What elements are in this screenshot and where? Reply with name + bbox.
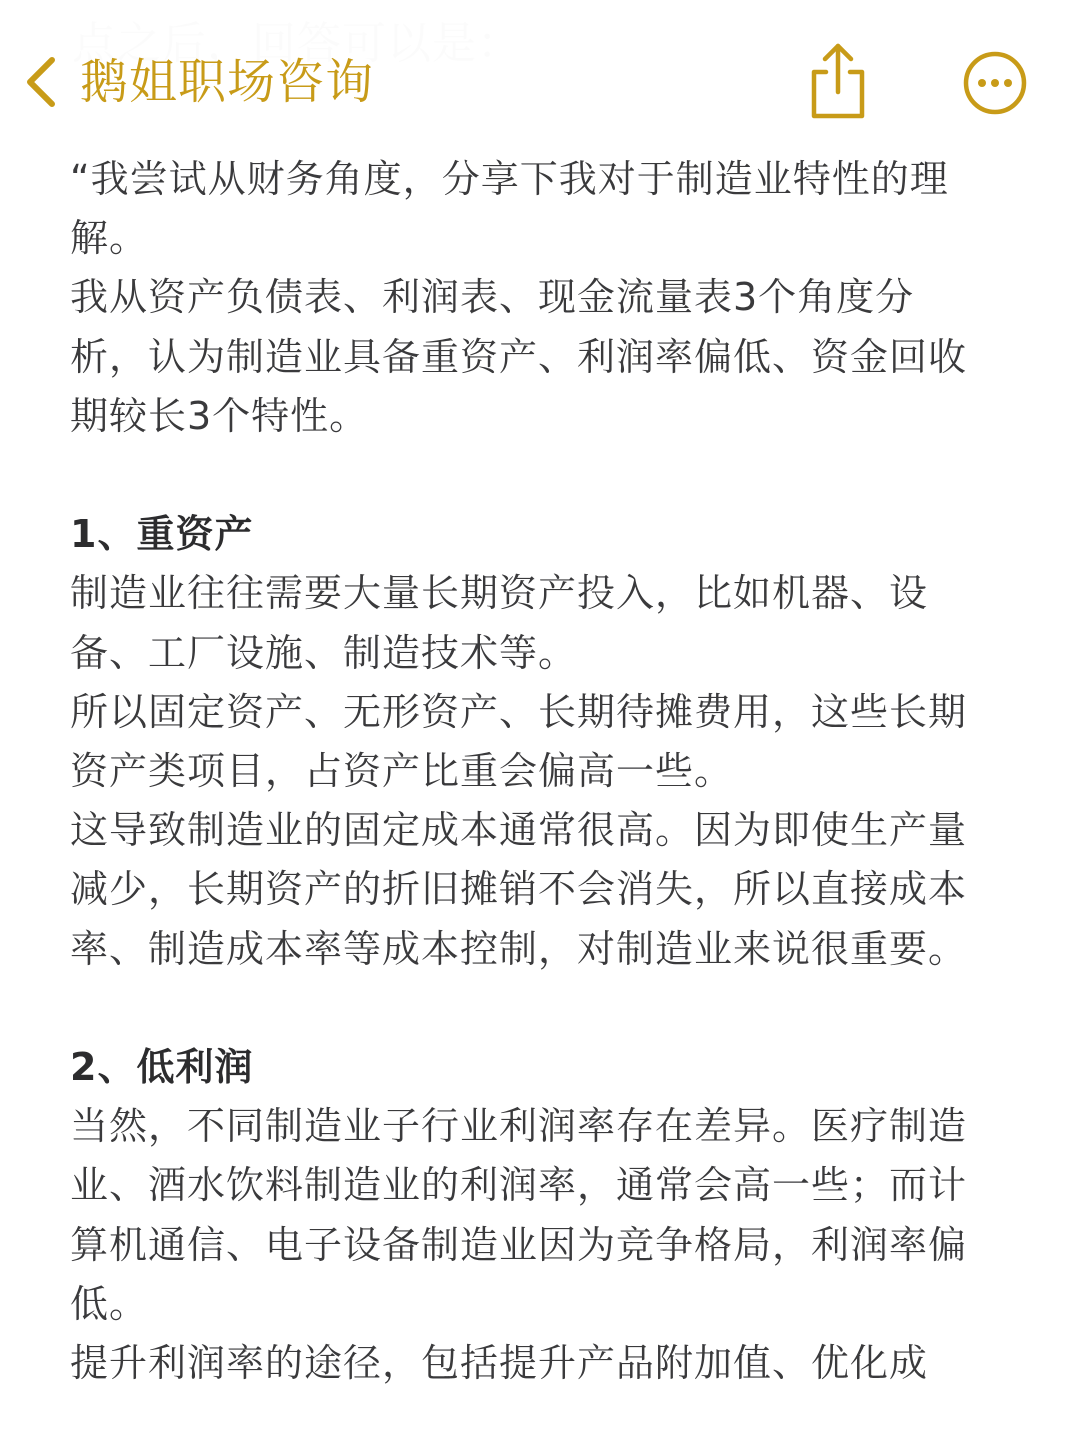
section-heading-heavy-assets: 1、重资产 [70,512,254,557]
section2-paragraph: 提升利润率的途径，包括提升产品附加值、优化成 [70,1341,929,1386]
section2-paragraph: 当然，不同制造业子行业利润率存在差异。医疗制造业、酒水饮料制造业的利润率，通常会高一些；而计算机通信、电子设备制造业因为竞争格局，利润率偏低。 [70,1104,968,1326]
note-body[interactable] [70,150,990,1393]
more-button[interactable] [962,50,1028,116]
share-button[interactable] [804,42,872,120]
intro-summary-paragraph: 我从资产负债表、利润表、现金流量表3个角度分析，认为制造业具备重资产、利润率偏低、资金回收期较长3个特性。 [70,275,968,438]
blank-line [70,979,990,1038]
section1-paragraph: 所以固定资产、无形资产、长期待摊费用，这些长期资产类项目，占资产比重会偏高一些。 [70,689,968,794]
back-button[interactable] [18,50,374,114]
blank-line [70,446,990,505]
share-icon [804,42,872,120]
chevron-left-icon [18,50,66,114]
navigation-bar [0,0,1080,140]
intro-paragraph: “我尝试从财务角度，分享下我对于制造业特性的理解。 [70,157,949,261]
back-folder-title: 鹅姐职场咨询 [80,54,375,110]
section1-paragraph: 这导致制造业的固定成本通常很高。因为即使生产量减少，长期资产的折旧摊销不会消失，所以直接成本率、制造成本率等成本控制，对制造业来说很重要。 [70,808,968,971]
more-icon [962,50,1028,116]
section1-paragraph: 制造业往往需要大量长期资产投入，比如机器、设备、工厂设施、制造技术等。 [70,571,929,675]
section-heading-low-profit: 2、低利润 [70,1045,254,1090]
